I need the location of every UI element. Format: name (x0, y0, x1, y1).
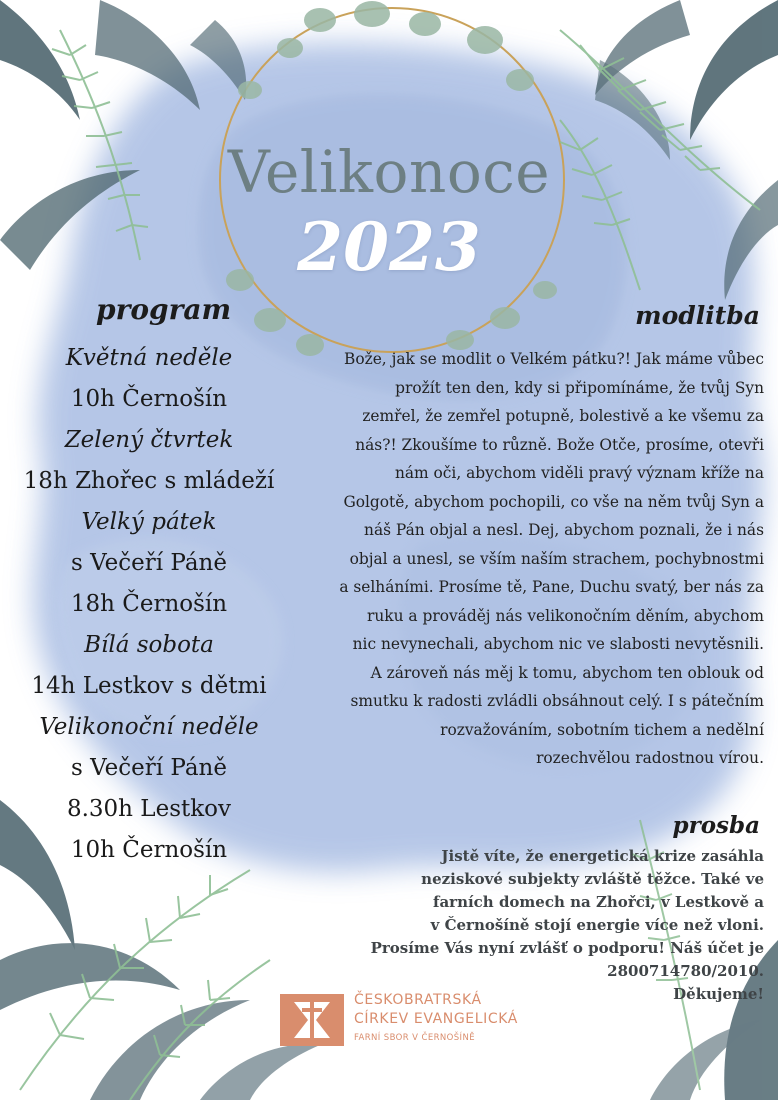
poster-title: Velikonoce (227, 138, 551, 206)
request-line: Děkujeme! (673, 985, 764, 1003)
church-logo (280, 992, 580, 1052)
program-service: 18h Zhořec s mládeží (23, 468, 275, 494)
request-line: neziskové subjekty zvláště těžce. Také ve (421, 870, 764, 888)
program-service: 10h Černošín (70, 386, 228, 412)
prayer-line: A zároveň nás měj k tomu, abychom ten oblouk od (370, 663, 764, 682)
prayer-line: ruku a prováděj nás velikonočním děním, abychom (367, 606, 764, 625)
program-service: s Večeří Páně (71, 550, 227, 576)
prayer-heading: modlitba (635, 301, 760, 330)
request-line: farních domech na Zhořci, v Lestkově a (433, 893, 764, 911)
prayer-line: rozechvělou radostnou vírou. (536, 749, 764, 767)
request-heading: prosba (672, 812, 760, 839)
prayer-line: rozvažováním, sobotním tichem a nedělní (440, 720, 764, 739)
request-line: 2800714780/2010. (607, 962, 764, 980)
prayer-line: smutku k radosti zvládli obsáhnout celý. I s pátečním (350, 692, 764, 710)
program-service: 14h Lestkov s dětmi (31, 673, 267, 699)
program-day: Květná neděle (65, 345, 233, 371)
program-day: Bílá sobota (84, 632, 214, 658)
prayer-line: Golgotě, abychom pochopili, co vše na něm tvůj Syn a (343, 492, 764, 511)
program-day: Zelený čtvrtek (64, 427, 234, 453)
chalice-cross-logo-icon (280, 994, 344, 1046)
request-line: Prosíme Vás nyní zvlášť o podporu! Náš účet je (370, 939, 764, 957)
program-heading: program (96, 293, 232, 326)
logo-subtitle: FARNÍ SBOR V ČERNOŠÍNĚ (354, 1033, 475, 1043)
request-text (312, 845, 764, 1006)
prayer-line: nás?! Zkoušíme to různě. Bože Otče, prosíme, otevři (355, 435, 764, 454)
logo-line-1: ČESKOBRATRSKÁ (354, 992, 482, 1008)
prayer-line: nám oči, abychom viděli pravý význam kříže na (394, 464, 764, 482)
program-service: 18h Černošín (70, 591, 228, 617)
prayer-line: nic nevynechali, abychom nic ve slabosti nevytěsnili. (352, 635, 764, 653)
program-day: Velikonoční neděle (39, 714, 259, 740)
request-line: Jistě víte, že energetická krize zasáhla (441, 847, 764, 865)
prayer-text (278, 345, 764, 773)
prayer-line: a selháními. Prosíme tě, Pane, Duchu svatý, ber nás za (339, 578, 764, 596)
program-list (14, 338, 284, 871)
request-line: v Černošíně stojí energie více než vloni. (430, 916, 764, 934)
prayer-line: prožít ten den, kdy si připomínáme, že tvůj Syn (395, 378, 764, 397)
program-service: 8.30h Lestkov (66, 796, 232, 822)
program-day: Velký pátek (81, 509, 217, 535)
program-service: s Večeří Páně (71, 755, 227, 781)
logo-line-2: CÍRKEV EVANGELICKÁ (354, 1011, 518, 1027)
prayer-line: náš Pán objal a nesl. Dej, abychom poznali, že i nás (364, 521, 764, 539)
program-service: 10h Černošín (70, 837, 228, 863)
prayer-line: zemřel, že zemřel potupně, bolestivě a ke všemu za (362, 407, 764, 425)
prayer-line: objal a unesl, se vším naším strachem, pochybnostmi (349, 549, 764, 568)
poster-year: 2023 (297, 208, 481, 286)
prayer-line: Bože, jak se modlit o Velkém pátku?! Jak máme vůbec (344, 350, 764, 368)
